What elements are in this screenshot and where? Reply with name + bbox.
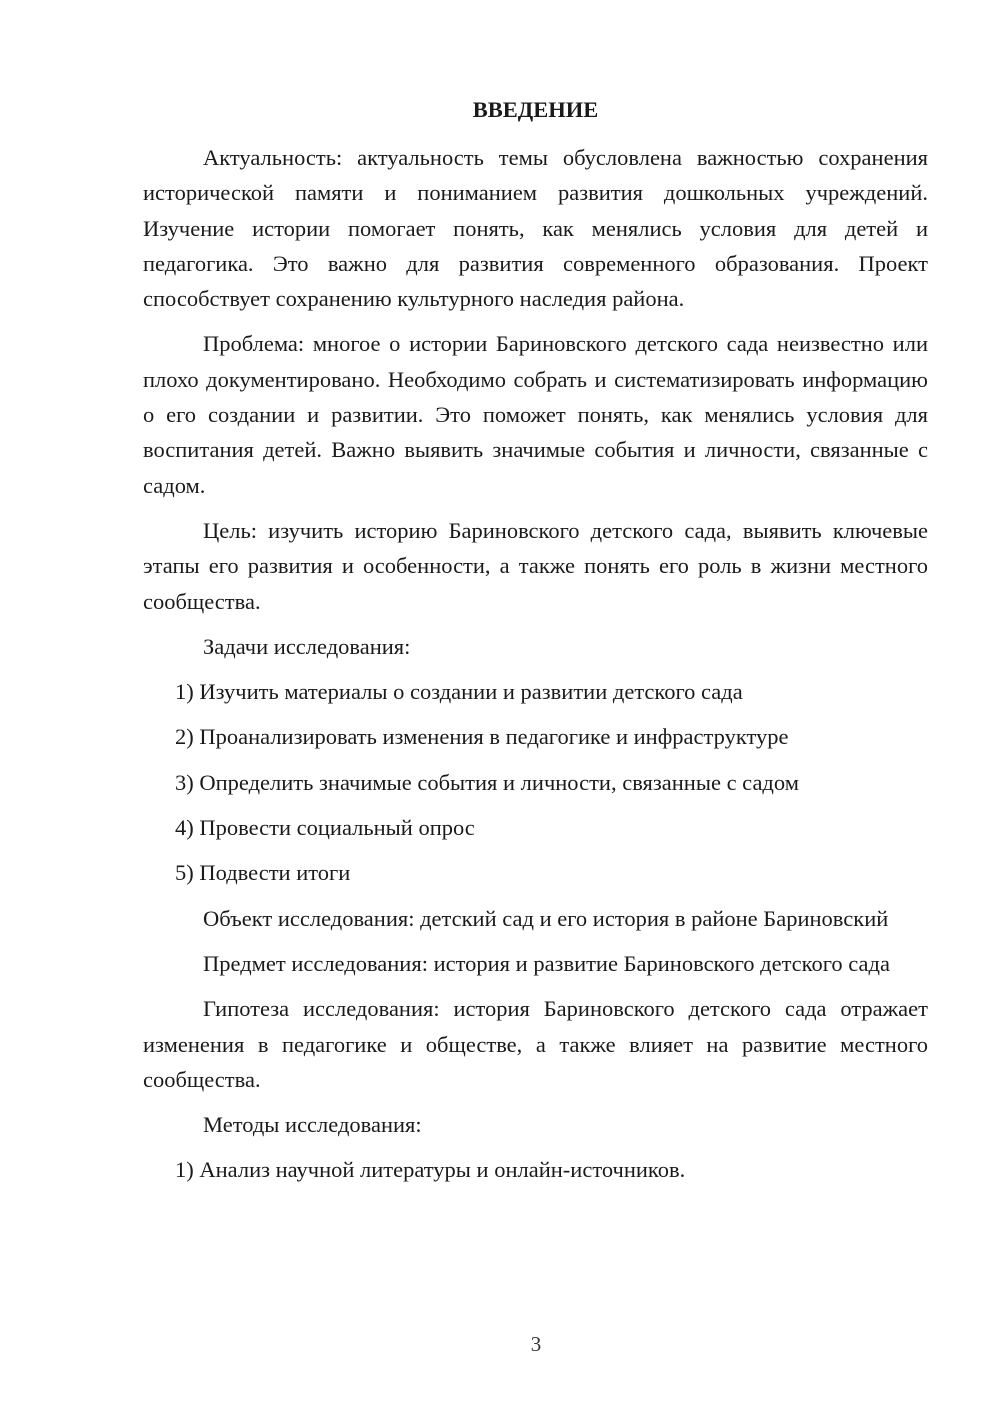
method-item: 1) Анализ научной литературы и онлайн-источников. — [175, 1157, 686, 1183]
relevance-paragraph: Актуальность: актуальность темы обусловлена важностью сохранения исторической памяти и пониманием развития дошкольных учреждений. Изучение истории помогает понять, как менялись условия для детей и педагогика. Это важно для развития современного образования. Проект способствует сохранению культурного наследия района. — [143, 145, 928, 312]
page-number: 3 — [530, 1332, 542, 1356]
task-item: 5) Подвести итоги — [175, 860, 351, 886]
task-item: 1) Изучить материалы о создании и развитии детского сада — [175, 679, 743, 705]
task-item: 2) Проанализировать изменения в педагогике и инфраструктуре — [175, 724, 789, 750]
task-item: 3) Определить значимые события и личности, связанные с садом — [175, 769, 799, 795]
page-title: ВВЕДЕНИЕ — [472, 97, 599, 122]
task-item: 4) Провести социальный опрос — [175, 815, 475, 841]
problem-paragraph: Проблема: многое о истории Бариновского детского сада неизвестно или плохо документировано. Необходимо собрать и систематизировать информацию о его создании и развитии. Это поможет понять, как менялись условия для воспитания детей. Важно выявить значимые события и личности, связанные с садом. — [143, 331, 928, 498]
document-page — [143, 90, 928, 1198]
methods-heading: Методы исследования: — [203, 1112, 422, 1138]
object-paragraph: Объект исследования: детский сад и его история в районе Бариновский — [203, 905, 889, 931]
tasks-heading: Задачи исследования: — [203, 633, 411, 659]
goal-paragraph: Цель: изучить историю Бариновского детского сада, выявить ключевые этапы его развития и особенности, а также понять его роль в жизни местного сообщества. — [143, 517, 928, 614]
subject-paragraph: Предмет исследования: история и развитие Бариновского детского сада — [203, 950, 890, 976]
hypothesis-paragraph: Гипотеза исследования: история Бариновского детского сада отражает изменения в педагогике и обществе, а также влияет на развитие местного сообщества. — [143, 996, 928, 1092]
